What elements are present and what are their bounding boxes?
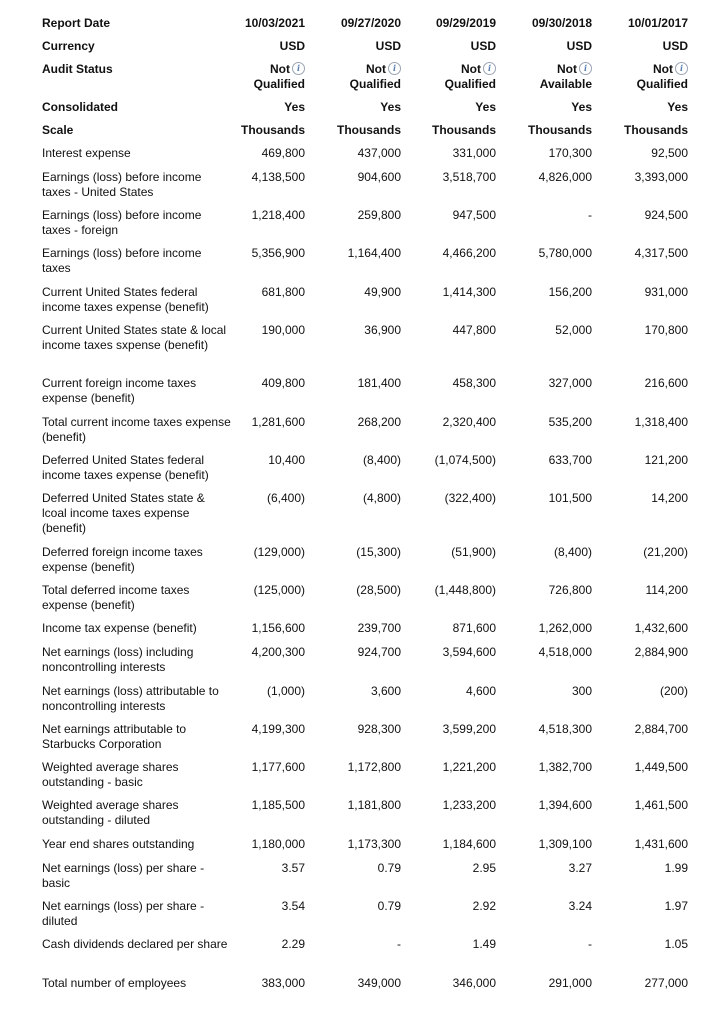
value-cell: 349,000 xyxy=(357,976,401,990)
value-cell: 259,800 xyxy=(357,208,401,222)
column-header: 09/27/2020 xyxy=(340,16,401,30)
value-cell: 4,138,500 xyxy=(251,170,305,184)
value-cell: (1,448,800) xyxy=(434,583,496,597)
row-label: Cash dividends declared per share xyxy=(42,937,228,951)
value-cell: 1,180,000 xyxy=(251,837,305,851)
row-label: Net earnings attributable to Starbucks Corporation xyxy=(42,722,187,751)
value-cell: 633,700 xyxy=(548,453,592,467)
value-cell: 726,800 xyxy=(548,583,592,597)
value-cell: 300 xyxy=(571,684,592,698)
row-label: Year end shares outstanding xyxy=(42,837,195,851)
value-cell: 49,900 xyxy=(364,285,401,299)
value-cell: 1.99 xyxy=(664,861,688,875)
info-icon[interactable]: i xyxy=(675,62,688,75)
value-cell: (15,300) xyxy=(356,545,401,559)
value-cell: 101,500 xyxy=(548,491,592,505)
value-cell: USD xyxy=(566,39,592,53)
value-cell: 871,600 xyxy=(452,621,496,635)
value-cell: 346,000 xyxy=(452,976,496,990)
value-cell: (322,400) xyxy=(444,491,496,505)
value-cell: 904,600 xyxy=(357,170,401,184)
row-label: Scale xyxy=(42,123,74,137)
value-cell: Yes xyxy=(475,100,496,114)
value-cell: 52,000 xyxy=(555,323,592,337)
value-cell: 2.92 xyxy=(472,899,496,913)
value-cell: 1,184,600 xyxy=(442,837,496,851)
value-cell: 924,500 xyxy=(644,208,688,222)
value-cell: 469,800 xyxy=(261,146,305,160)
row-label: Net earnings (loss) attributable to noncontrolling interests xyxy=(42,684,219,713)
audit-status-text: Qualified xyxy=(636,77,688,91)
row-label: Net earnings (loss) per share - basic xyxy=(42,861,205,890)
value-cell: 5,780,000 xyxy=(538,246,592,260)
value-cell: Yes xyxy=(284,100,305,114)
column-header: 10/01/2017 xyxy=(627,16,688,30)
value-cell: 4,600 xyxy=(465,684,496,698)
value-cell xyxy=(590,62,688,92)
value-cell: 437,000 xyxy=(357,146,401,160)
value-cell: 2,320,400 xyxy=(442,415,496,429)
value-cell: 1.05 xyxy=(664,937,688,951)
value-cell: 1.97 xyxy=(664,899,688,913)
value-cell: 291,000 xyxy=(548,976,592,990)
value-cell: Yes xyxy=(667,100,688,114)
audit-status-text: Not xyxy=(653,62,673,76)
value-cell: 3,518,700 xyxy=(442,170,496,184)
value-cell: 1,218,400 xyxy=(251,208,305,222)
value-cell: 268,200 xyxy=(357,415,401,429)
value-cell: 10,400 xyxy=(268,453,305,467)
value-cell: (1,000) xyxy=(266,684,305,698)
value-cell: 3.27 xyxy=(568,861,592,875)
value-cell: 114,200 xyxy=(645,583,688,597)
audit-status-text: Available xyxy=(539,77,592,91)
value-cell: 4,317,500 xyxy=(634,246,688,260)
value-cell: (51,900) xyxy=(451,545,496,559)
value-cell: 4,826,000 xyxy=(538,170,592,184)
value-cell: Thousands xyxy=(240,123,305,137)
value-cell: (4,800) xyxy=(362,491,401,505)
value-cell: 458,300 xyxy=(452,376,496,390)
value-cell: 36,900 xyxy=(364,323,401,337)
value-cell: - xyxy=(588,208,592,222)
value-cell: 1,432,600 xyxy=(634,621,688,635)
row-label: Earnings (loss) before income taxes xyxy=(42,246,202,275)
value-cell: 277,000 xyxy=(644,976,688,990)
row-label: Report Date xyxy=(42,16,111,30)
value-cell: (1,074,500) xyxy=(434,453,496,467)
value-cell: 1,164,400 xyxy=(347,246,401,260)
audit-status-text: Not xyxy=(366,62,386,76)
value-cell: USD xyxy=(279,39,305,53)
value-cell: Thousands xyxy=(431,123,496,137)
value-cell: 4,200,300 xyxy=(251,645,305,659)
value-cell: 1,394,600 xyxy=(538,798,592,812)
value-cell: 3,599,200 xyxy=(442,722,496,736)
value-cell: 3,600 xyxy=(370,684,401,698)
row-label: Earnings (loss) before income taxes - United States xyxy=(42,170,202,199)
value-cell: Thousands xyxy=(623,123,688,137)
value-cell: 1,309,100 xyxy=(538,837,592,851)
value-cell: 4,199,300 xyxy=(251,722,305,736)
value-cell: 5,356,900 xyxy=(251,246,305,260)
value-cell: 447,800 xyxy=(452,323,496,337)
value-cell: USD xyxy=(470,39,496,53)
value-cell: 924,700 xyxy=(357,645,401,659)
value-cell: 156,200 xyxy=(548,285,592,299)
column-header: 09/30/2018 xyxy=(531,16,592,30)
info-icon[interactable]: i xyxy=(292,62,305,75)
value-cell: (21,200) xyxy=(643,545,688,559)
row-label: Current United States state & local income taxes sxpense (benefit) xyxy=(42,323,227,352)
value-cell: 1,382,700 xyxy=(538,760,592,774)
value-cell: 3.57 xyxy=(281,861,305,875)
value-cell: 1,449,500 xyxy=(634,760,688,774)
value-cell: 1,172,800 xyxy=(347,760,401,774)
value-cell: (8,400) xyxy=(362,453,401,467)
row-label: Weighted average shares outstanding - basic xyxy=(42,760,179,789)
value-cell: 1,173,300 xyxy=(347,837,401,851)
value-cell: USD xyxy=(662,39,688,53)
value-cell: 92,500 xyxy=(651,146,688,160)
value-cell xyxy=(303,62,401,92)
value-cell: 1,185,500 xyxy=(251,798,305,812)
audit-status-text: Not xyxy=(557,62,577,76)
value-cell xyxy=(398,62,496,92)
value-cell: 190,000 xyxy=(261,323,305,337)
value-cell xyxy=(207,62,305,92)
row-label: Deferred United States state & lcoal income taxes expense (benefit) xyxy=(42,491,205,535)
value-cell: (28,500) xyxy=(356,583,401,597)
value-cell: 1,281,600 xyxy=(251,415,305,429)
value-cell: 409,800 xyxy=(261,376,305,390)
row-label: Total current income taxes expense (benefit) xyxy=(42,415,231,444)
value-cell: USD xyxy=(375,39,401,53)
row-label: Weighted average shares outstanding - diluted xyxy=(42,798,179,827)
row-label: Net earnings (loss) including noncontrolling interests xyxy=(42,645,194,674)
value-cell: 1,177,600 xyxy=(251,760,305,774)
value-cell: 1,431,600 xyxy=(634,837,688,851)
value-cell: 0.79 xyxy=(377,861,401,875)
value-cell: (6,400) xyxy=(266,491,305,505)
row-label: Current United States federal income taxes expense (benefit) xyxy=(42,285,209,314)
value-cell: Thousands xyxy=(336,123,401,137)
value-cell: 1,233,200 xyxy=(442,798,496,812)
value-cell: Yes xyxy=(571,100,592,114)
value-cell: 2,884,900 xyxy=(634,645,688,659)
row-label: Currency xyxy=(42,39,95,53)
value-cell: 3,393,000 xyxy=(634,170,688,184)
value-cell: - xyxy=(397,937,401,951)
value-cell: 2,884,700 xyxy=(634,722,688,736)
value-cell: 4,518,000 xyxy=(538,645,592,659)
value-cell: 170,800 xyxy=(644,323,688,337)
value-cell: 535,200 xyxy=(548,415,592,429)
value-cell: 14,200 xyxy=(651,491,688,505)
row-label: Consolidated xyxy=(42,100,119,114)
value-cell: 0.79 xyxy=(377,899,401,913)
column-header: 10/03/2021 xyxy=(244,16,305,30)
value-cell: 216,600 xyxy=(644,376,688,390)
value-cell: 681,800 xyxy=(261,285,305,299)
row-label: Deferred United States federal income taxes expense (benefit) xyxy=(42,453,209,482)
value-cell: 170,300 xyxy=(548,146,592,160)
value-cell: 931,000 xyxy=(644,285,688,299)
value-cell: 121,200 xyxy=(644,453,688,467)
audit-status-text: Not xyxy=(461,62,481,76)
value-cell: 331,000 xyxy=(452,146,496,160)
value-cell: 1,156,600 xyxy=(251,621,305,635)
row-label: Net earnings (loss) per share - diluted xyxy=(42,899,205,928)
value-cell: 3.54 xyxy=(281,899,305,913)
value-cell: 383,000 xyxy=(261,976,305,990)
row-label: Total deferred income taxes expense (benefit) xyxy=(42,583,190,612)
value-cell: (125,000) xyxy=(253,583,305,597)
value-cell xyxy=(494,62,592,92)
row-label: Deferred foreign income taxes expense (benefit) xyxy=(42,545,203,574)
value-cell: 1,318,400 xyxy=(634,415,688,429)
value-cell: 1,181,800 xyxy=(347,798,401,812)
row-label: Earnings (loss) before income taxes - foreign xyxy=(42,208,202,237)
value-cell: 2.29 xyxy=(281,937,305,951)
value-cell: 3.24 xyxy=(568,899,592,913)
audit-status-text: Qualified xyxy=(444,77,496,91)
row-label: Income tax expense (benefit) xyxy=(42,621,197,635)
column-header: 09/29/2019 xyxy=(435,16,496,30)
value-cell: 4,518,300 xyxy=(538,722,592,736)
value-cell: 1.49 xyxy=(472,937,496,951)
value-cell: 928,300 xyxy=(357,722,401,736)
value-cell: (129,000) xyxy=(253,545,305,559)
value-cell: (8,400) xyxy=(553,545,592,559)
info-icon[interactable]: i xyxy=(388,62,401,75)
value-cell: 1,414,300 xyxy=(442,285,496,299)
audit-status-text: Qualified xyxy=(253,77,305,91)
value-cell: 3,594,600 xyxy=(442,645,496,659)
info-icon[interactable]: i xyxy=(483,62,496,75)
row-label: Interest expense xyxy=(42,146,131,160)
audit-status-text: Qualified xyxy=(349,77,401,91)
value-cell: 239,700 xyxy=(357,621,401,635)
info-icon[interactable]: i xyxy=(579,62,592,75)
value-cell: (200) xyxy=(659,684,688,698)
value-cell: 947,500 xyxy=(452,208,496,222)
row-label: Total number of employees xyxy=(42,976,187,990)
row-label: Current foreign income taxes expense (benefit) xyxy=(42,376,197,405)
value-cell: 327,000 xyxy=(548,376,592,390)
value-cell: Thousands xyxy=(527,123,592,137)
value-cell: 1,262,000 xyxy=(538,621,592,635)
value-cell: - xyxy=(588,937,592,951)
value-cell: 181,400 xyxy=(357,376,401,390)
value-cell: 2.95 xyxy=(472,861,496,875)
value-cell: 1,221,200 xyxy=(442,760,496,774)
value-cell: 4,466,200 xyxy=(442,246,496,260)
value-cell: 1,461,500 xyxy=(634,798,688,812)
row-label: Audit Status xyxy=(42,62,113,76)
value-cell: Yes xyxy=(380,100,401,114)
audit-status-text: Not xyxy=(270,62,290,76)
